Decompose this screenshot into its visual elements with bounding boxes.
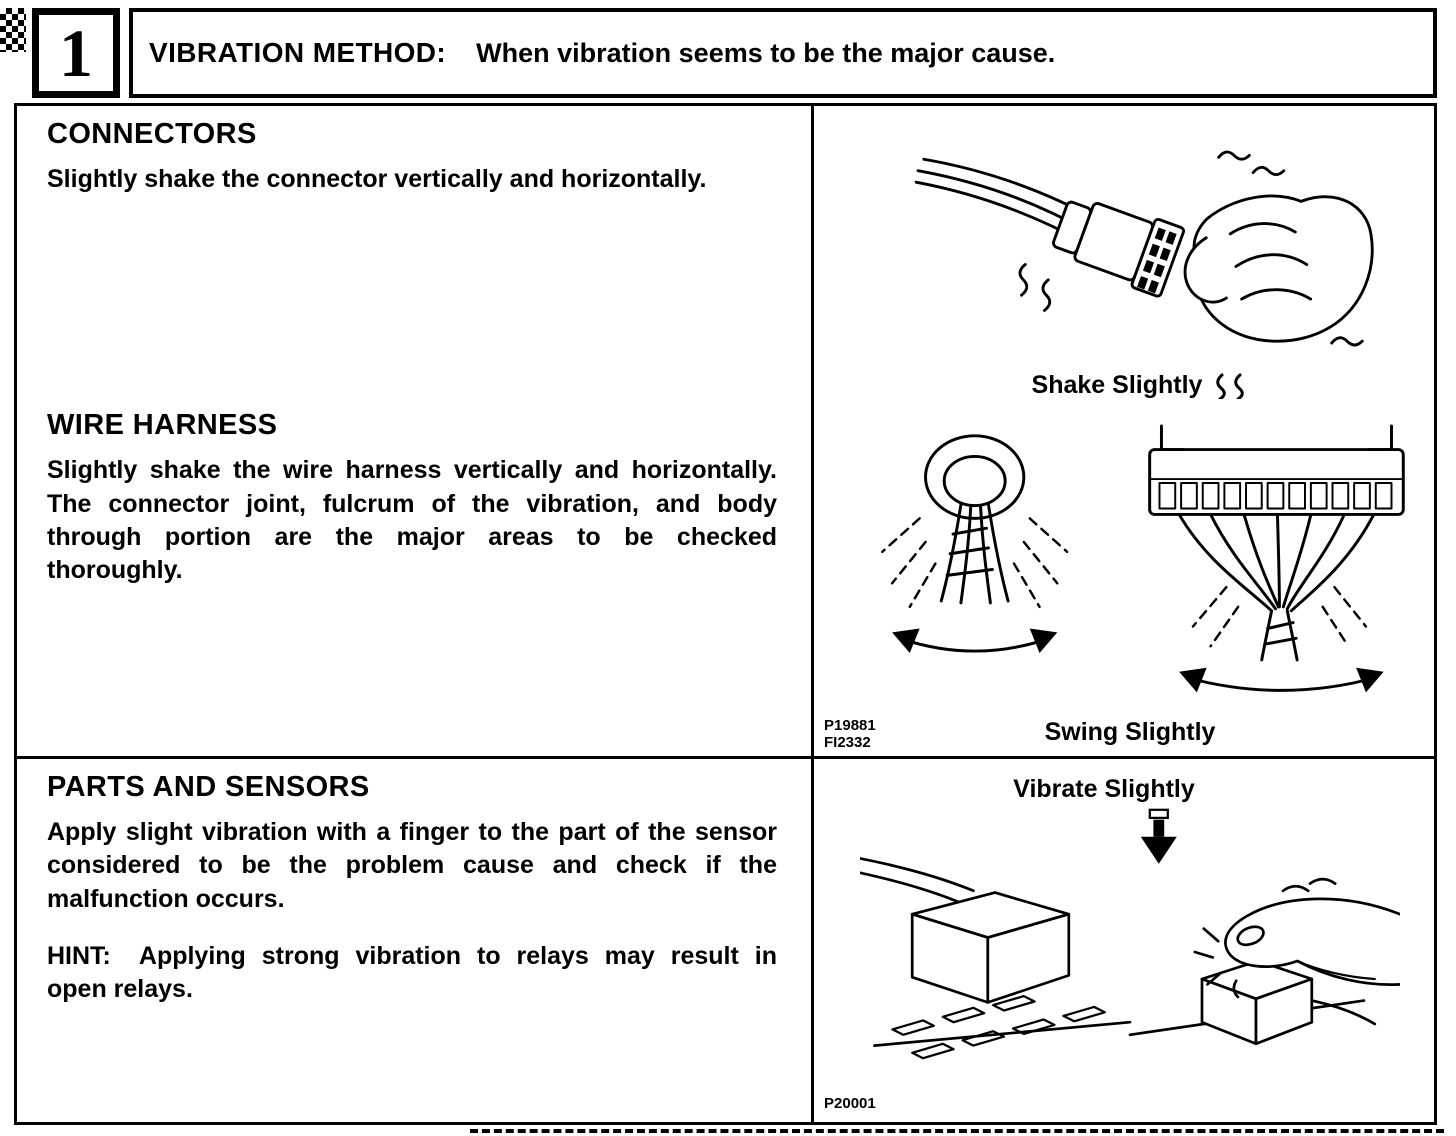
hint-body: Applying strong vibration to relays may result in open relays. xyxy=(47,941,777,1003)
step-number: 1 xyxy=(59,15,93,91)
figure-swing-harness xyxy=(850,424,1410,747)
figure-shake-connector xyxy=(914,142,1374,400)
header-title-box xyxy=(129,8,1437,98)
swing-caption: Swing Slightly xyxy=(1044,718,1216,746)
shake-caption-row xyxy=(914,371,1374,400)
vibrate-caption: Vibrate Slightly xyxy=(1013,775,1195,803)
figure-code-3: P20001 xyxy=(824,1095,876,1112)
swing-harness-illustration xyxy=(850,424,1410,714)
wire-harness-heading: WIRE HARNESS xyxy=(47,409,278,442)
figure-cell-bottom xyxy=(811,756,1434,1122)
scan-artifact-checker xyxy=(0,8,26,52)
figure-code-1: P19881 xyxy=(824,716,876,734)
text-cell-bottom xyxy=(17,756,811,1122)
parts-sensors-heading: PARTS AND SENSORS xyxy=(47,771,370,803)
step-number-box xyxy=(32,8,120,98)
main-content xyxy=(14,103,1437,1125)
shake-connector-illustration xyxy=(914,142,1374,367)
figure-vibrate-relay xyxy=(860,808,1400,1078)
page-subtitle: When vibration seems to be the major cause. xyxy=(476,37,1056,68)
connectors-heading: CONNECTORS xyxy=(47,118,257,150)
connectors-body: Slightly shake the connector vertically and horizontally. xyxy=(47,165,707,193)
hint-label: HINT: xyxy=(47,941,111,970)
down-arrow-icon xyxy=(1141,810,1177,864)
hint-paragraph xyxy=(47,940,777,1007)
shake-caption: Shake Slightly xyxy=(1031,371,1203,399)
vibrate-relay-illustration xyxy=(860,808,1400,1078)
scan-artifact-dashes xyxy=(470,1129,1444,1133)
figure-code-2: FI2332 xyxy=(824,733,871,751)
page-title: VIBRATION METHOD: xyxy=(149,37,447,68)
motion-squiggle-icon xyxy=(1216,373,1256,399)
page-header xyxy=(32,8,1437,98)
wire-harness-body: Slightly shake the wire harness vertically and horizontally. The connector joint, fulcrum of the vibration, and body through portion are the major areas to be checked thoroughly. xyxy=(47,456,777,584)
figure-codes xyxy=(824,717,876,752)
figure-cell-top xyxy=(811,106,1434,756)
text-cell-top xyxy=(17,106,811,756)
parts-sensors-body: Apply slight vibration with a finger to the part of the sensor considered to be the problem cause and check if the malfunction occurs. xyxy=(47,818,777,913)
